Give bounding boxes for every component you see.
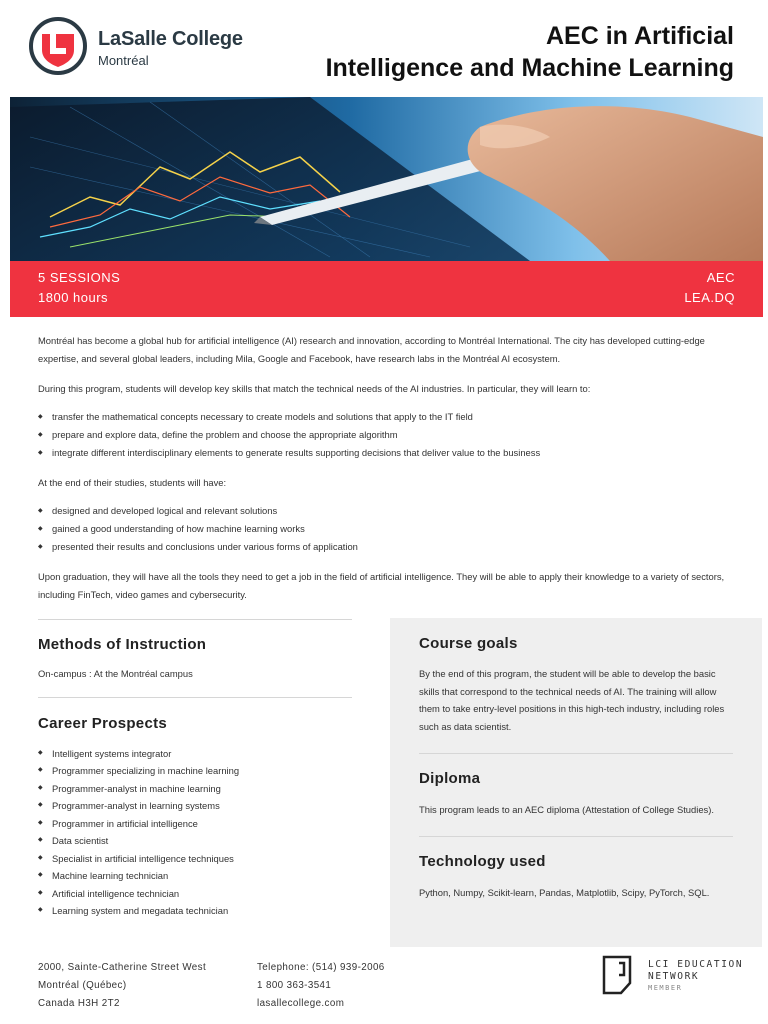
- list-item: ◆ gained a good understanding of how machine learning works: [38, 520, 738, 538]
- toll-free-phone: 1 800 363-3541: [257, 980, 332, 991]
- technology-section: [419, 853, 733, 902]
- hero-image: [10, 97, 763, 261]
- divider: [419, 836, 733, 837]
- course-goals-section: [419, 635, 733, 735]
- program-description: [38, 332, 738, 616]
- goals-heading: Course goals: [419, 635, 518, 652]
- goals-text: By the end of this program, the student will be able to develop the basic skills that correspond to the technical needs of AI. The training will allow them to take entry-level positions in this high-tech industry, including roles such as data scientist.: [419, 668, 725, 732]
- divider: [38, 619, 352, 620]
- list-item: ◆ Learning system and megadata technician: [38, 902, 352, 920]
- diploma-text: This program leads to an AEC diploma (Attestation of College Studies).: [419, 804, 714, 815]
- brand-name: LaSalle College: [98, 28, 243, 50]
- list-item: ◆ Machine learning technician: [38, 867, 352, 885]
- left-column: [38, 619, 352, 920]
- list-item: ◆ integrate different interdisciplinary elements to generate results supporting decisions that deliver value to the business: [38, 444, 738, 462]
- diploma-section: [419, 770, 733, 819]
- intro-paragraph-3: At the end of their studies, students will have:: [38, 477, 227, 488]
- list-item: ◆ Artificial intelligence technician: [38, 885, 352, 903]
- program-title-line-2: Intelligence and Machine Learning: [325, 54, 734, 82]
- divider: [38, 697, 352, 698]
- list-item: ◆ Programmer-analyst in learning systems: [38, 797, 352, 815]
- list-item: ◆ transfer the mathematical concepts necessary to create models and solutions that apply to the IT field: [38, 408, 738, 426]
- lci-network-name: [648, 959, 743, 983]
- program-info-band: [10, 261, 763, 317]
- lasalle-logo-icon: [28, 16, 88, 76]
- methods-heading: Methods of Instruction: [38, 636, 207, 653]
- technology-heading: Technology used: [419, 853, 546, 870]
- brand-city: Montréal: [98, 53, 149, 68]
- methods-text: On-campus : At the Montréal campus: [38, 668, 193, 679]
- contact-block: [257, 959, 385, 1013]
- divider: [419, 753, 733, 754]
- program-title-line-1: AEC in Artificial: [546, 22, 734, 50]
- intro-paragraph-4: Upon graduation, they will have all the tools they need to get a job in the field of artificial intelligence. They will be able to apply their knowledge to a variety of sectors, including FinTech, video games and cybersecurity.: [38, 571, 725, 600]
- list-item: ◆ designed and developed logical and relevant solutions: [38, 502, 738, 520]
- list-item: ◆ Intelligent systems integrator: [38, 745, 352, 763]
- telephone: Telephone: (514) 939-2006: [257, 962, 385, 973]
- website-link[interactable]: lasallecollege.com: [257, 998, 345, 1009]
- address-line-2: Montréal (Québec): [38, 980, 127, 991]
- info-panel: [390, 618, 762, 947]
- list-item: ◆ Specialist in artificial intelligence techniques: [38, 850, 352, 868]
- list-item: ◆ Data scientist: [38, 832, 352, 850]
- intro-paragraph-2: During this program, students will develop key skills that match the technical needs of the AI industries. In particular, they will learn to:: [38, 383, 591, 394]
- learning-list: [38, 408, 738, 462]
- lci-line-2: NETWORK: [648, 971, 700, 982]
- list-item: ◆ prepare and explore data, define the problem and choose the appropriate algorithm: [38, 426, 738, 444]
- diploma-heading: Diploma: [419, 770, 481, 787]
- list-item: ◆ Programmer-analyst in machine learning: [38, 780, 352, 798]
- intro-paragraph-1: Montréal has become a global hub for artificial intelligence (AI) research and innovation, according to Montréal International. The city has developed cutting-edge expertise, and several global leaders, including Mila, Google and Facebook, have research labs in the Montréal AI ecosystem.: [38, 335, 705, 364]
- lci-logo-icon: [601, 955, 633, 995]
- address-line-1: 2000, Sainte-Catherine Street West: [38, 962, 207, 973]
- technology-text: Python, Numpy, Scikit-learn, Pandas, Matplotlib, Scipy, PyTorch, SQL.: [419, 887, 710, 898]
- list-item: ◆ Programmer in artificial intelligence: [38, 815, 352, 833]
- list-item: ◆ presented their results and conclusions under various forms of application: [38, 538, 738, 556]
- career-heading: Career Prospects: [38, 714, 168, 732]
- lci-line-1: LCI EDUCATION: [648, 959, 744, 970]
- address-line-3: Canada H3H 2T2: [38, 998, 120, 1009]
- address-block: [38, 959, 206, 1013]
- outcomes-list: [38, 502, 738, 556]
- program-title: [264, 20, 734, 84]
- program-hours: 1800 hours: [38, 290, 109, 305]
- program-code: LEA.DQ: [684, 290, 735, 305]
- list-item: ◆ Programmer specializing in machine learning: [38, 762, 352, 780]
- lci-member-label: MEMBER: [648, 984, 683, 992]
- career-list: [38, 745, 352, 920]
- sessions-count: 5 SESSIONS: [38, 270, 121, 285]
- credential-type: AEC: [706, 270, 735, 285]
